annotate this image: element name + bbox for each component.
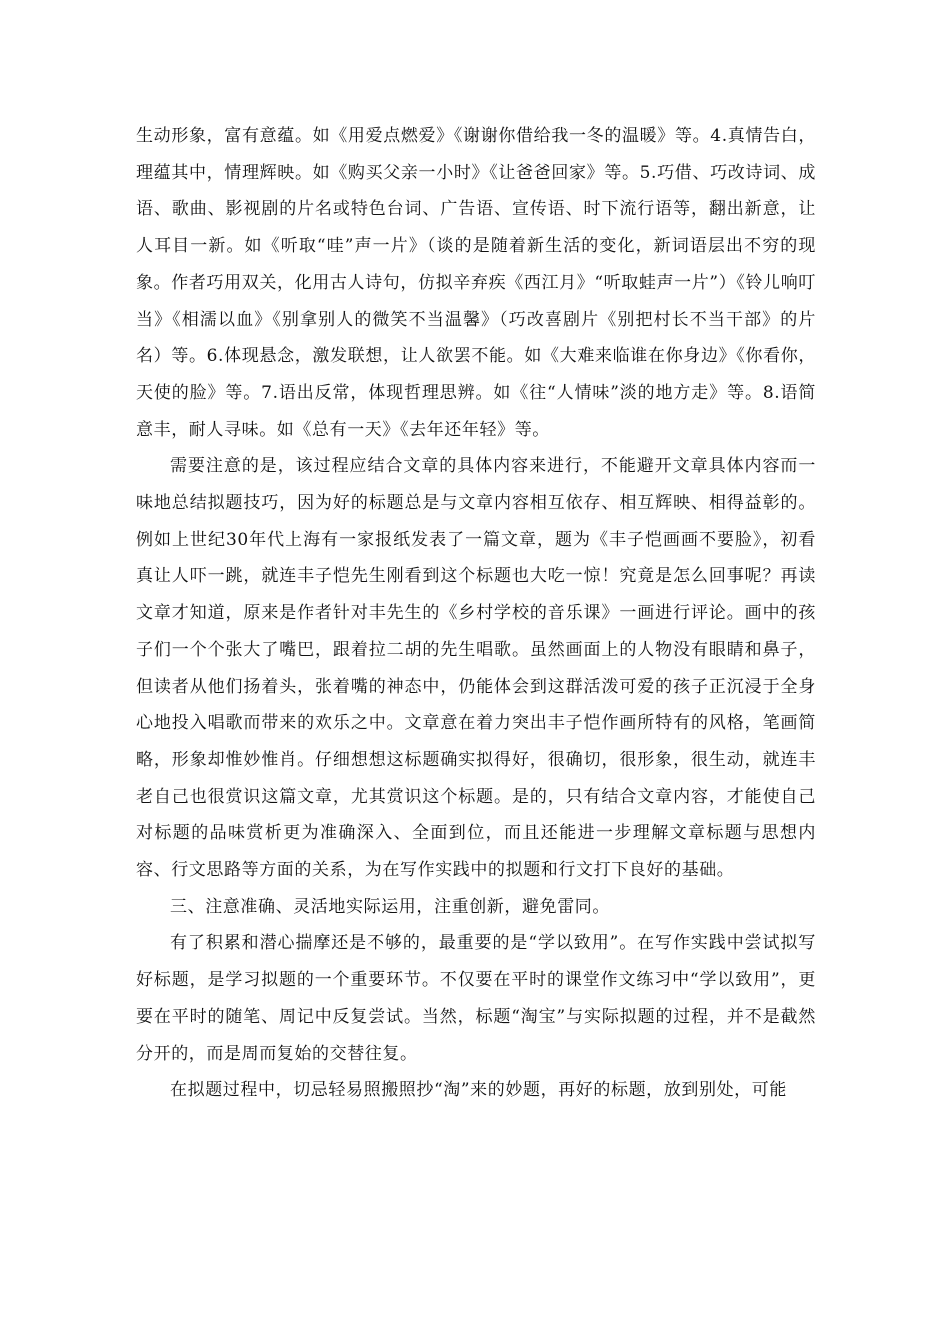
section-heading-three: 三、注意准确、灵活地实际运用，注重创新，避免雷同。	[170, 896, 610, 917]
paragraph-title-techniques-continued: 生动形象，富有意蕴。如《用爱点燃爱》《谢谢你借给我一冬的温暖》等。4.真情告白，理蕴其中，情理辉映。如《购买父亲一小时》《让爸爸回家》等。5.巧借、巧改诗词、成语、歌曲、影视剧的片名或特色台词、广告语、宣传语、时下流行语等，翻出新意，让人耳目一新。如《听取“哇”声一片》（谈的是随着新生活的变化，新词语层出不穷的现象。作者巧用双关，化用古人诗句，仿拟辛弃疾《西江月》“听取蛙声一片”）《铃儿响叮当》《相濡以血》《别拿别人的微笑不当温馨》（巧改喜剧片《别把村长不当干部》的片名）等。6.体现悬念，激发联想，让人欲罢不能。如《大难来临谁在你身边》《你看你，天使的脸》等。7.语出反常，体现哲理思辨。如《往“人情味”淡的地方走》等。8.语简意丰，耐人寻味。如《总有一天》《去年还年轻》等。	[136, 126, 816, 440]
paragraph-avoid-copying: 在拟题过程中，切忌轻易照搬照抄“淘”来的妙题，再好的标题，放到别处，可能	[170, 1080, 787, 1101]
paragraph-context-note: 需要注意的是，该过程应结合文章的具体内容来进行，不能避开文章具体内容而一味地总结拟题技巧，因为好的标题总是与文章内容相互依存、相互辉映、相得益彰的。例如上世纪30年代上海有一家报纸发表了一篇文章，题为《丰子恺画画不要脸》，初看真让人吓一跳，就连丰子恺先生刚看到这个标题也大吃一惊！究竟是怎么回事呢？再读文章才知道，原来是作者针对丰先生的《乡村学校的音乐课》一画进行评论。画中的孩子们一个个张大了嘴巴，跟着拉二胡的先生唱歌。虽然画面上的人物没有眼睛和鼻子，但读者从他们扬着头，张着嘴的神态中，仍能体会到这群活泼可爱的孩子正沉浸于全身心地投入唱歌而带来的欢乐之中。文章意在着力突出丰子恺作画所特有的风格，笔画简略，形象却惟妙惟肖。仔细想想这标题确实拟得好，很确切，很形象，很生动，就连丰老自己也很赏识这篇文章，尤其赏识这个标题。是的，只有结合文章内容，才能使自己对标题的品味赏析更为准确深入、全面到位，而且还能进一步理解文章标题与思想内容、行文思路等方面的关系，为在写作实践中的拟题和行文打下良好的基础。	[136, 456, 816, 881]
paragraph-apply-learning: 有了积累和潜心揣摩还是不够的，最重要的是“学以致用”。在写作实践中尝试拟写好标题，是学习拟题的一个重要环节。不仅要在平时的课堂作文练习中“学以致用”，更要在平时的随笔、周记中反复尝试。当然，标题“淘宝”与实际拟题的过程，并不是截然分开的，而是周而复始的交替往复。	[136, 933, 816, 1064]
document-body	[136, 118, 816, 1109]
